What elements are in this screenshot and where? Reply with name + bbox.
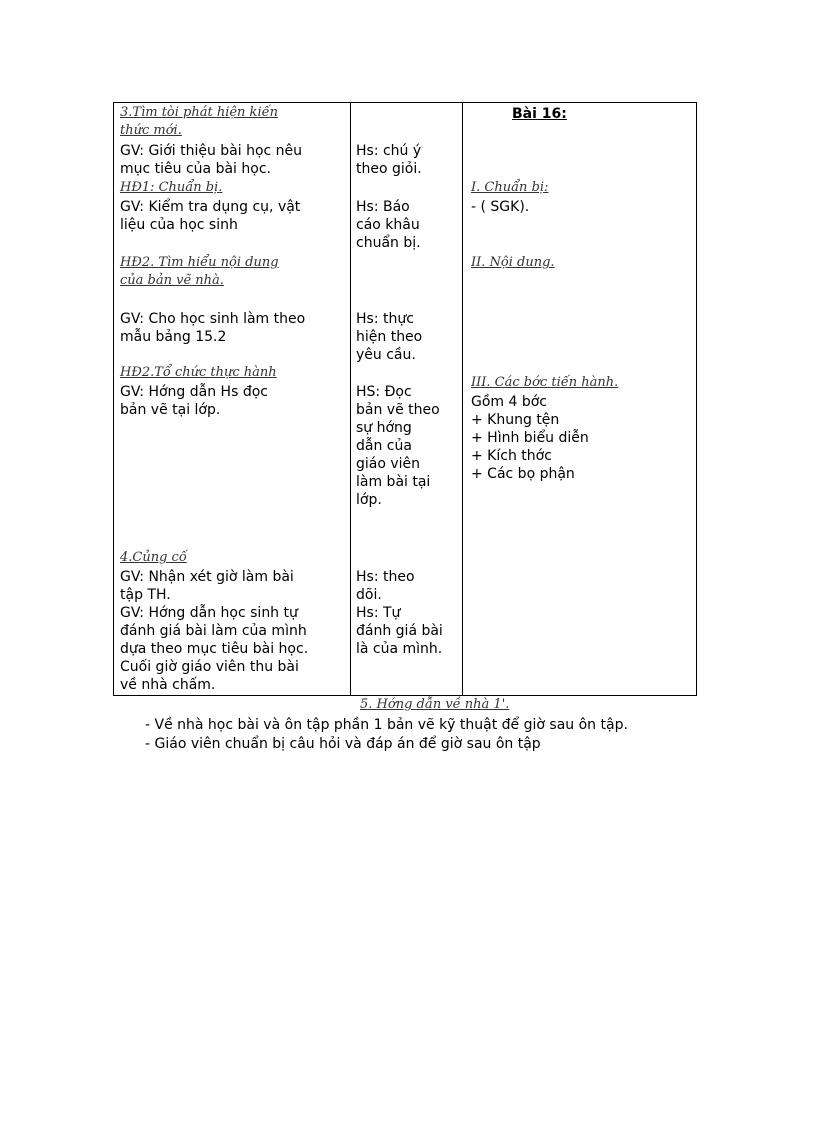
hs-self-eval-l3: là của mình.	[356, 641, 443, 657]
gv-intro: GV: Giới thiệu bài học nêu	[120, 143, 303, 159]
section-4-heading: 4.Củng cố	[120, 550, 187, 565]
hs-perform: Hs: thực	[356, 311, 414, 327]
gv-check: GV: Kiểm tra dụng cụ, vật	[120, 199, 301, 215]
hs-report-l3: chuẩn bị.	[356, 235, 421, 251]
prep-body: - ( SGK).	[471, 199, 530, 215]
column-divider-2	[462, 103, 463, 695]
section-3-heading-cont: thức mới.	[120, 123, 182, 138]
hs-read-l3: sự hớng	[356, 420, 412, 436]
hs-read-l7: lớp.	[356, 492, 382, 508]
hd2-heading-cont: của bản vẽ nhà.	[120, 273, 224, 288]
gv-consolidate-2-l5: về nhà chấm.	[120, 677, 216, 693]
step-item: + Kích thớc	[471, 448, 552, 464]
gv-consolidate-1: GV: Nhận xét giờ làm bài	[120, 569, 294, 585]
gv-intro-cont: mục tiêu của bài học.	[120, 161, 271, 177]
gv-consolidate-2-l3: dựa theo mục tiêu bài học.	[120, 641, 309, 657]
gv-consolidate-2-l4: Cuối giờ giáo viên thu bài	[120, 659, 299, 675]
step-item: + Hình biểu diễn	[471, 430, 589, 446]
homework-line-1: - Về nhà học bài và ôn tập phần 1 bản vẽ kỹ thuật để giờ sau ôn tập.	[145, 717, 628, 733]
hs-follow-cont: dõi.	[356, 587, 382, 603]
steps-heading: III. Các bớc tiến hành.	[471, 375, 619, 390]
hs-read: HS: Đọc	[356, 384, 412, 400]
step-item: + Khung tện	[471, 412, 560, 428]
section-3-heading: 3.Tìm tòi phát hiện kiến	[120, 105, 278, 120]
hs-self-eval-l2: đánh giá bài	[356, 623, 443, 639]
gv-consolidate-2: GV: Hớng dẫn học sinh tự	[120, 605, 298, 621]
gv-consolidate-1-cont: tập TH.	[120, 587, 171, 603]
gv-check-cont: liệu của học sinh	[120, 217, 238, 233]
hs-perform-l2: hiện theo	[356, 329, 423, 345]
hs-read-l2: bản vẽ theo	[356, 402, 440, 418]
gv-guide-cont: bản vẽ tại lớp.	[120, 402, 221, 418]
steps-intro: Gồm 4 bớc	[471, 394, 548, 410]
hs-attend-cont: theo giỏi.	[356, 161, 422, 177]
hd1-heading: HĐ1: Chuẩn bị.	[120, 180, 223, 195]
homework-heading: 5. Hớng dẫn về nhà 1'.	[360, 697, 510, 712]
column-divider-1	[350, 103, 351, 695]
content-heading: II. Nội dung.	[471, 255, 555, 270]
hd2-heading: HĐ2. Tìm hiểu nội dung	[120, 255, 279, 270]
hs-self-eval: Hs: Tự	[356, 605, 401, 621]
gv-guide: GV: Hớng dẫn Hs đọc	[120, 384, 268, 400]
hd3-heading: HĐ2.Tổ chức thực hành	[120, 365, 277, 380]
gv-sample: GV: Cho học sinh làm theo	[120, 311, 306, 327]
homework-line-2: - Giáo viên chuẩn bị câu hỏi và đáp án để giờ sau ôn tập	[145, 736, 541, 752]
hs-report-l2: cáo khâu	[356, 217, 420, 233]
hs-read-l4: dẫn của	[356, 438, 412, 454]
gv-consolidate-2-l2: đánh giá bài làm của mình	[120, 623, 307, 639]
hs-attend: Hs: chú ý	[356, 143, 422, 159]
step-item: + Các bọ phận	[471, 466, 575, 482]
hs-follow: Hs: theo	[356, 569, 415, 585]
hs-perform-l3: yêu cầu.	[356, 347, 416, 363]
gv-sample-cont: mẫu bảng 15.2	[120, 329, 227, 345]
lesson-title: Bài 16:	[512, 106, 567, 122]
hs-read-l6: làm bài tại	[356, 474, 431, 490]
hs-report: Hs: Báo	[356, 199, 410, 215]
hs-read-l5: giáo viên	[356, 456, 421, 472]
prep-heading: I. Chuẩn bị:	[471, 180, 549, 195]
